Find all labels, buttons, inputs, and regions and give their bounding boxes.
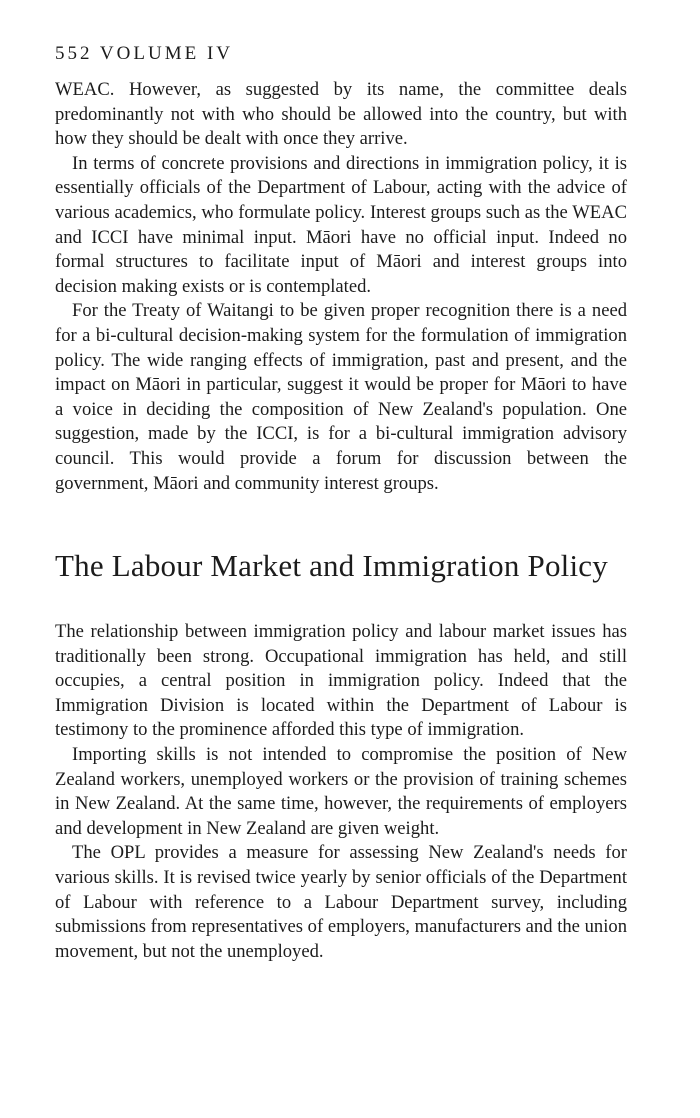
paragraph-treaty-of-waitangi: For the Treaty of Waitangi to be given proper recognition there is a need for a bi-cultural decision-making system for the formulation of immigration policy. The wide ranging effects of immigration, past and present, and the impact on Māori in particular, suggest it would be proper for Māori to have a voice in deciding the composition of New Zealand's population. One suggestion, made by the ICCI, is for a bi-cultural immigration advisory council. This would provide a forum for discussion between the government, Māori and community interest groups. (55, 300, 627, 494)
volume-label: VOLUME IV (99, 43, 233, 64)
paragraph-importing-skills: Importing skills is not intended to compromise the position of New Zealand workers, unemployed workers or the provision of training schemes in New Zealand. At the same time, however, the requirements of employers and development in New Zealand are given weight. (55, 744, 627, 839)
paragraph-concrete-provisions: In terms of concrete provisions and directions in immigration policy, it is essentially officials of the Department of Labour, acting with the advice of various academics, who formulate policy. Interest groups such as the WEAC and ICCI have minimal input. Māori have no official input. Indeed no formal structures to facilitate input of Māori and interest groups into decision making exists or is contemplated. (55, 152, 627, 297)
page-number: 552 (55, 43, 93, 64)
running-head (55, 40, 627, 68)
section-heading-labour-market: The Labour Market and Immigration Policy (55, 548, 608, 584)
book-page (55, 40, 627, 964)
paragraph-relationship: The relationship between immigration policy and labour market issues has traditionally been strong. Occupational immigration has held, and still occupies, a central position in immigration policy. Indeed that the Immigration Division is located within the Department of Labour is testimony to the prominence afforded this type of immigration. (55, 621, 627, 741)
paragraph-opl: The OPL provides a measure for assessing New Zealand's needs for various skills. It is revised twice yearly by senior officials of the Department of Labour with reference to a Labour Department survey, including submissions from representatives of employers, manufacturers and the union movement, but not the unemployed. (55, 842, 627, 962)
paragraph-weac: WEAC. However, as suggested by its name, the committee deals predominantly not with who should be allowed into the country, but with how they should be dealt with once they arrive. (55, 79, 627, 150)
